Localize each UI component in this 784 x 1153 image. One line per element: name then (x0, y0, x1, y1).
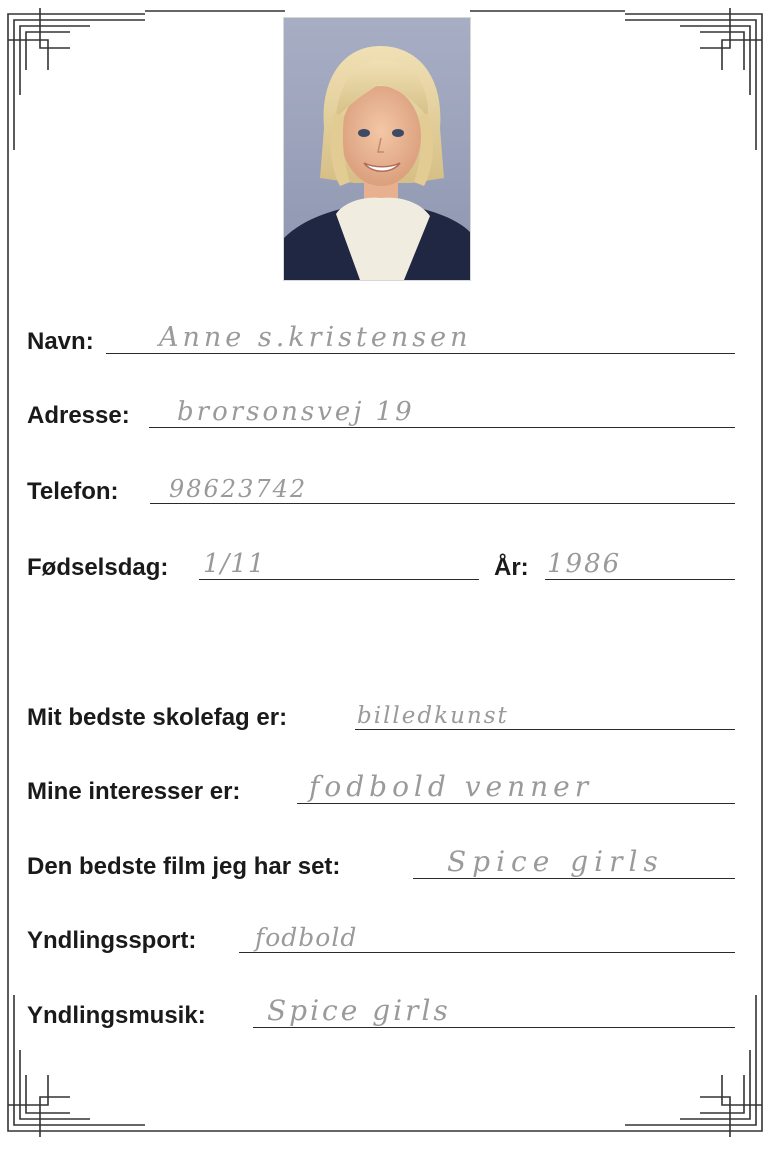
foedselsdag-line (199, 579, 479, 580)
portrait-photo-image (284, 18, 470, 280)
sport-line (239, 952, 735, 953)
interesser-value[interactable]: fodbold venner (309, 770, 594, 803)
adresse-value[interactable]: brorsonsvej 19 (177, 397, 415, 427)
musik-line (253, 1027, 735, 1028)
navn-line (106, 353, 735, 354)
film-value[interactable]: Spice girls (447, 845, 664, 878)
sport-label: Yndlingssport: (27, 927, 197, 954)
navn-label: Navn: (27, 328, 94, 355)
interesser-line (297, 803, 735, 804)
field-foedselsdag (27, 544, 737, 584)
field-adresse (27, 392, 737, 432)
field-film (27, 843, 737, 883)
aar-label: År: (494, 554, 529, 581)
skolefag-line (355, 729, 735, 730)
field-telefon (27, 468, 737, 508)
film-label: Den bedste film jeg har set: (27, 853, 341, 880)
telefon-line (150, 503, 735, 504)
field-sport (27, 917, 737, 957)
foedselsdag-value[interactable]: 1/11 (203, 549, 266, 579)
aar-value[interactable]: 1986 (547, 549, 622, 579)
film-line (413, 878, 735, 879)
interesser-label: Mine interesser er: (27, 778, 241, 805)
portrait-photo (284, 18, 470, 280)
skolefag-value[interactable]: billedkunst (357, 703, 509, 729)
field-skolefag (27, 694, 737, 734)
musik-value[interactable]: Spice girls (267, 994, 451, 1027)
adresse-line (149, 427, 735, 428)
sport-value[interactable]: fodbold (255, 923, 358, 952)
foedselsdag-label: Fødselsdag: (27, 554, 169, 581)
navn-value[interactable]: Anne s.kristensen (159, 322, 472, 353)
adresse-label: Adresse: (27, 402, 130, 429)
field-interesser (27, 768, 737, 808)
telefon-value[interactable]: 98623742 (169, 475, 308, 503)
telefon-label: Telefon: (27, 478, 119, 505)
skolefag-label: Mit bedste skolefag er: (27, 704, 288, 731)
musik-label: Yndlingsmusik: (27, 1002, 206, 1029)
field-navn (27, 318, 737, 358)
aar-line (545, 579, 735, 580)
field-musik (27, 992, 737, 1032)
